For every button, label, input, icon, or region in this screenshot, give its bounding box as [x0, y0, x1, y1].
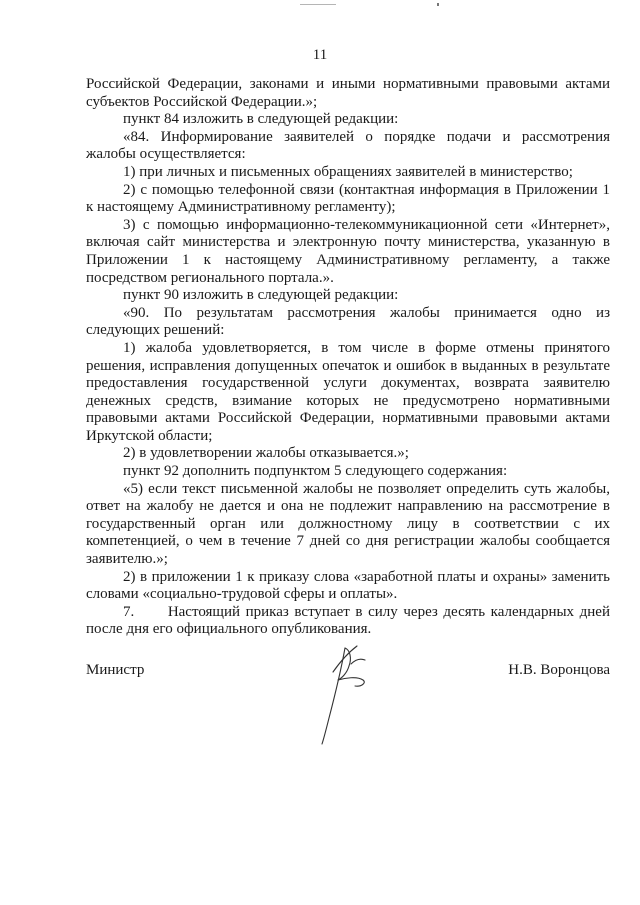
paragraph: пункт 92 дополнить подпунктом 5 следующего содержания:: [123, 463, 508, 480]
paragraph: «5) если текст письменной жалобы не позволяет определить суть жалобы, ответ на жалобу не дается и она не подлежит направлению на рассмотрение в государственный орган или должностному лицу в соответствии с их компетенцией, о чем в течение 7 дней со дня регистрации жалобы сообщается заявителю.»;: [86, 480, 610, 568]
scan-mark: [300, 4, 336, 5]
document-body: [86, 76, 610, 639]
paragraph: «84. Информирование заявителей о порядке подачи и рассмотрения жалобы осуществляется:: [86, 128, 610, 163]
signatory-title: Министр: [86, 662, 145, 678]
paragraph: 2) в приложении 1 к приказу слова «заработной платы и охраны» заменить словами «социально-трудовой сферы и оплаты».: [86, 568, 610, 603]
paragraph: Российской Федерации, законами и иными нормативными правовыми актами субъектов Российской Федерации.»;: [86, 76, 610, 110]
scan-dot: [437, 3, 439, 6]
signatory-name: Н.В. Воронцова: [508, 662, 610, 678]
paragraph: 7. Настоящий приказ вступает в силу через десять календарных дней после дня его официального опубликования.: [86, 603, 610, 638]
paragraph: «90. По результатам рассмотрения жалобы принимается одно из следующих решений:: [86, 304, 610, 339]
paragraph: 1) при личных и письменных обращениях заявителей в министерство;: [123, 163, 573, 180]
page-number: 11: [312, 47, 328, 63]
handwritten-signature: [305, 640, 395, 750]
paragraph: пункт 90 изложить в следующей редакции:: [123, 287, 399, 304]
paragraph: 2) с помощью телефонной связи (контактная информация в Приложении 1 к настоящему Административному регламенту);: [86, 181, 610, 216]
paragraph: 2) в удовлетворении жалобы отказывается.»;: [123, 445, 409, 462]
paragraph: пункт 84 изложить в следующей редакции:: [123, 111, 399, 128]
paragraph: 3) с помощью информационно-телекоммуникационной сети «Интернет», включая сайт министерства и электронную почту министерства, указанную в Приложении 1 к настоящему Административному регламенту, а также посредством регионального портала.».: [86, 216, 610, 286]
paragraph: 1) жалоба удовлетворяется, в том числе в форме отмены принятого решения, исправления допущенных опечаток и ошибок в выданных в результате предоставления государственной услуги документах, возврата заявителю денежных средств, взимание которых не предусмотрено нормативными правовыми актами Российской Федерации, нормативными правовыми актами Иркутской области;: [86, 339, 610, 444]
